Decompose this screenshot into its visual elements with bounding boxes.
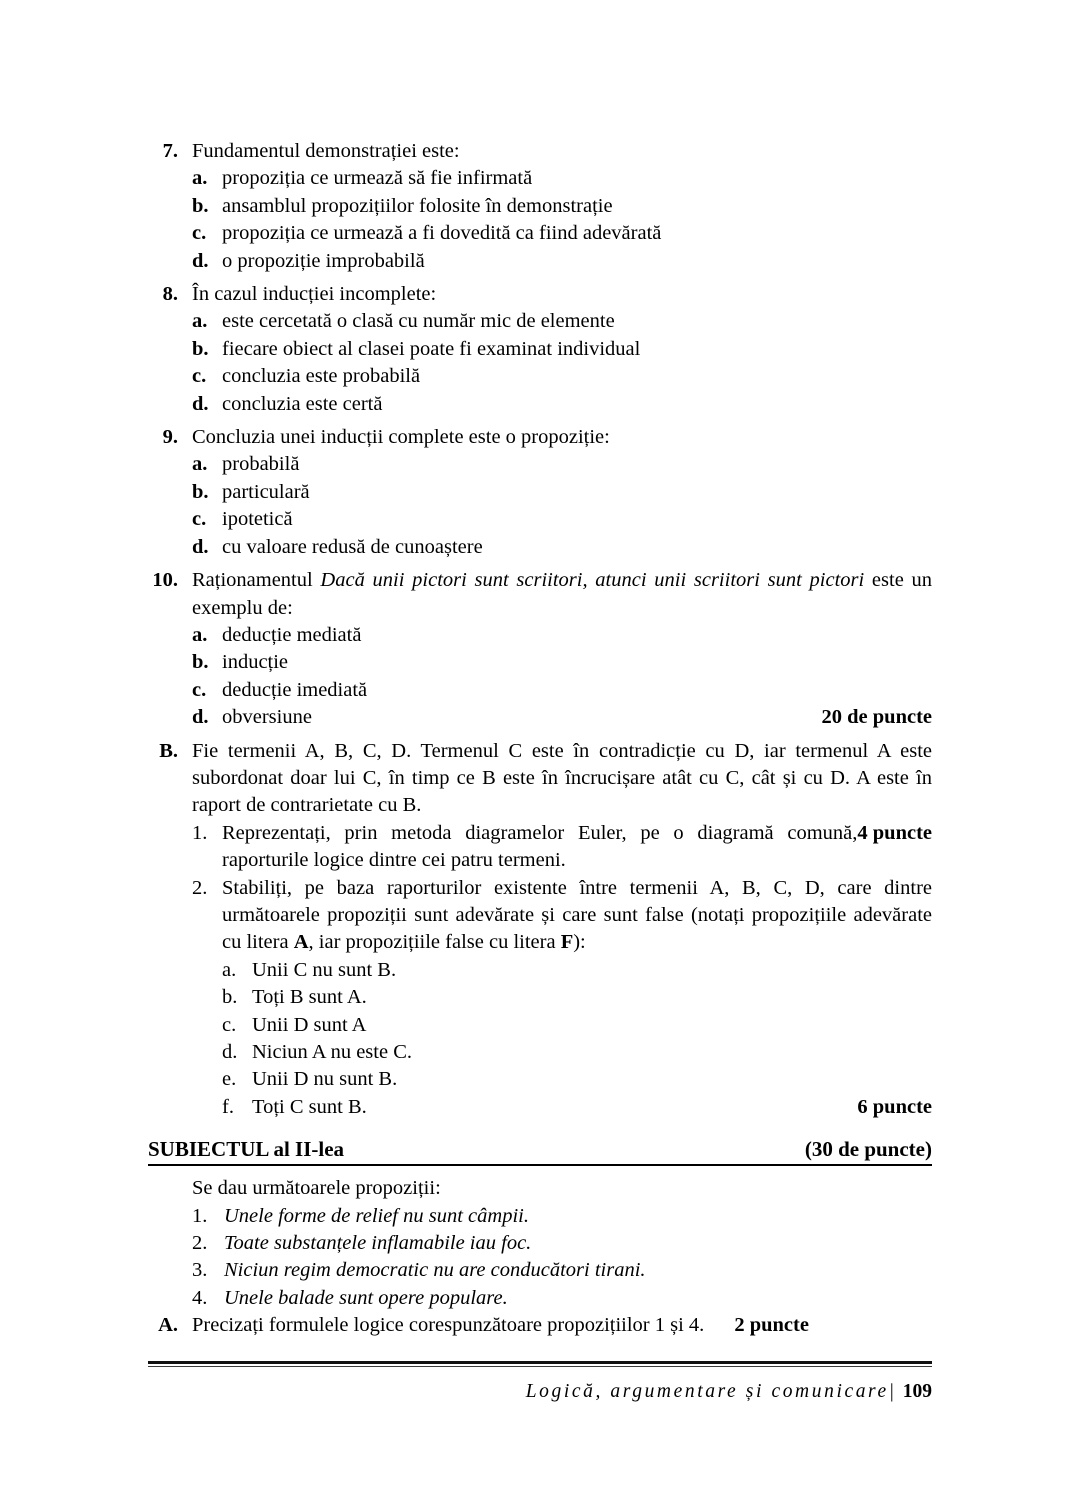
proposition-text: Niciun A nu este C. [252, 1041, 413, 1063]
option-row [148, 534, 932, 561]
option-text: propoziția ce urmează a fi dovedită ca fiind adevărată [222, 222, 662, 245]
option-row [148, 308, 932, 335]
option-marker: b. [192, 337, 209, 360]
task-text [192, 1312, 932, 1339]
option-row [148, 336, 932, 363]
proposition-number: 3. [192, 1259, 208, 1282]
section-b-item-2 [148, 875, 932, 957]
option-text: propoziția ce urmează să fie infirmată [222, 167, 533, 190]
option-marker: c. [192, 365, 207, 388]
item-text-part1: Stabiliți, pe baza raporturilor existente între termenii A, B, C, D, care dintre următoarele propoziții sunt adevărate și care sunt false (notați propozițiile adevărate cu litera [222, 876, 932, 954]
stem-prefix: Raționamentul [192, 569, 321, 592]
points-label: 4 puncte [857, 821, 932, 844]
proposition-text-value: Toți C sunt B. [252, 1095, 367, 1118]
option-text: ansamblul propozițiilor folosite în demonstrație [222, 194, 613, 217]
proposition-text: Unii D nu sunt B. [252, 1068, 398, 1091]
option-row [148, 391, 932, 418]
option-marker: d. [192, 535, 209, 558]
subject-two-heading [148, 1135, 932, 1166]
option-marker: d. [192, 249, 209, 272]
option-marker: b. [192, 194, 209, 217]
proposition-text: Toate substanțele inflamabile iau foc. [224, 1232, 532, 1255]
option-text: probabilă [222, 453, 300, 476]
option-text: cu valoare redusă de cunoaștere [222, 535, 483, 558]
given-proposition [148, 1203, 932, 1230]
subject-two-title: SUBIECTUL al II-lea [148, 1137, 345, 1162]
question-stem [192, 567, 932, 622]
option-marker: a. [192, 623, 208, 646]
footer-text [148, 1380, 932, 1404]
footer-page-number: 109 [902, 1381, 932, 1402]
item-text [222, 820, 932, 875]
proposition-text: Toți B sunt A. [252, 986, 367, 1009]
proposition-row [148, 1094, 932, 1121]
proposition-marker: f. [222, 1095, 234, 1118]
item-text-part3: ): [573, 931, 586, 954]
question-stem: Fundamentul demonstrației este: [192, 140, 460, 162]
question-9 [148, 424, 932, 451]
option-text: concluzia este probabilă [222, 365, 421, 388]
option-marker: c. [192, 222, 207, 245]
option-marker: d. [192, 392, 209, 415]
option-text: este cercetată o clasă cu număr mic de elemente [222, 310, 615, 333]
section-b-item-1 [148, 820, 932, 875]
proposition-row [148, 1066, 932, 1093]
footer-rule-thin [148, 1366, 932, 1367]
subject-two-lead: Se dau următoarele propoziții: [192, 1177, 441, 1200]
proposition-marker: d. [222, 1041, 238, 1063]
section-b-intro: Fie termenii A, B, C, D. Termenul C este în contradicție cu D, iar termenul A este subordonat doar lui C, în timp ce B este în încrucișare atât cu C, cât și cu D. A este în raport de contrarietate cu B. [192, 739, 932, 817]
item-marker: 1. [192, 821, 208, 844]
option-row [148, 165, 932, 192]
proposition-row [148, 1012, 932, 1039]
question-stem: În cazul inducției incomplete: [192, 283, 437, 306]
item-text-value: Reprezentați, prin metoda diagramelor Euler, pe o diagramă comună, raporturile logice dintre cei patru termeni. [222, 821, 858, 872]
proposition-marker: a. [222, 958, 237, 981]
question-number: 10. [152, 569, 178, 592]
option-text: fiecare obiect al clasei poate fi examinat individual [222, 337, 641, 360]
option-marker: a. [192, 310, 208, 333]
option-marker: b. [192, 480, 209, 503]
option-text [222, 704, 932, 731]
stem-suffix: este un exemplu de: [192, 569, 933, 619]
option-row [148, 649, 932, 676]
proposition-row [148, 957, 932, 984]
page-footer [148, 1361, 932, 1404]
option-marker: c. [192, 508, 207, 531]
option-row [148, 479, 932, 506]
section-marker: B. [159, 739, 178, 762]
points-label: 6 puncte [857, 1095, 932, 1118]
given-proposition [148, 1230, 932, 1257]
proposition-text: Unele balade sunt opere populare. [224, 1286, 508, 1309]
option-text: particulară [222, 480, 310, 503]
option-marker: b. [192, 651, 209, 674]
option-text: deducție mediată [222, 623, 362, 646]
option-text: o propoziție improbabilă [222, 249, 425, 272]
question-8 [148, 281, 932, 308]
question-number: 9. [162, 426, 178, 449]
option-marker: d. [192, 706, 209, 729]
item-text [222, 875, 932, 957]
given-proposition [148, 1257, 932, 1284]
option-row [148, 622, 932, 649]
subject-two-points: (30 de puncte) [804, 1137, 932, 1162]
given-proposition [148, 1285, 932, 1312]
option-row [148, 704, 932, 731]
question-10 [148, 567, 932, 622]
proposition-number: 1. [192, 1204, 208, 1227]
question-7 [148, 138, 932, 165]
true-letter: A [293, 931, 309, 954]
option-text: concluzia este certă [222, 392, 383, 415]
option-marker: c. [192, 678, 207, 701]
points-label: 20 de puncte [821, 706, 932, 729]
question-number: 8. [162, 283, 178, 306]
proposition-text [252, 1094, 932, 1121]
stem-italic-phrase: Dacă unii pictori sunt scriitori, atunci unii scriitori sunt pictori [320, 569, 865, 592]
option-row [148, 248, 932, 275]
option-text: ipotetică [222, 508, 293, 531]
option-text: deducție imediată [222, 678, 368, 701]
section-b [148, 738, 932, 820]
task-text-value: Precizați formulele logice corespunzătoare propozițiilor 1 și 4. [192, 1314, 705, 1337]
proposition-row [148, 1039, 932, 1066]
option-row [148, 451, 932, 478]
question-number: 7. [162, 140, 178, 162]
option-text-value: obversiune [222, 706, 312, 729]
proposition-text: Unii D sunt A [252, 1013, 367, 1036]
option-marker: a. [192, 453, 208, 476]
option-text: inducție [222, 651, 289, 674]
document-page [148, 0, 932, 1501]
proposition-marker: b. [222, 986, 238, 1009]
item-marker: 2. [192, 876, 208, 899]
option-row [148, 363, 932, 390]
option-row [148, 677, 932, 704]
proposition-text: Unii C nu sunt B. [252, 958, 397, 981]
proposition-marker: c. [222, 1013, 237, 1036]
option-marker: a. [192, 167, 208, 190]
option-row [148, 220, 932, 247]
proposition-marker: e. [222, 1068, 237, 1091]
option-row [148, 506, 932, 533]
proposition-text: Niciun regim democratic nu are conducători tirani. [224, 1259, 646, 1282]
proposition-number: 2. [192, 1232, 208, 1255]
proposition-text: Unele forme de relief nu sunt câmpii. [224, 1204, 529, 1227]
task-marker: A. [158, 1314, 178, 1337]
false-letter: F [560, 931, 574, 954]
proposition-row [148, 984, 932, 1011]
proposition-number: 4. [192, 1286, 208, 1309]
subject-two-task-a [148, 1312, 932, 1339]
question-stem: Concluzia unei inducții complete este o propoziție: [192, 426, 610, 449]
option-row [148, 193, 932, 220]
points-label: 2 puncte [734, 1314, 809, 1337]
item-text-part2: , iar propozițiile false cu litera [308, 931, 561, 954]
footer-book-title: Logică, argumentare și comunicare| [525, 1381, 897, 1402]
